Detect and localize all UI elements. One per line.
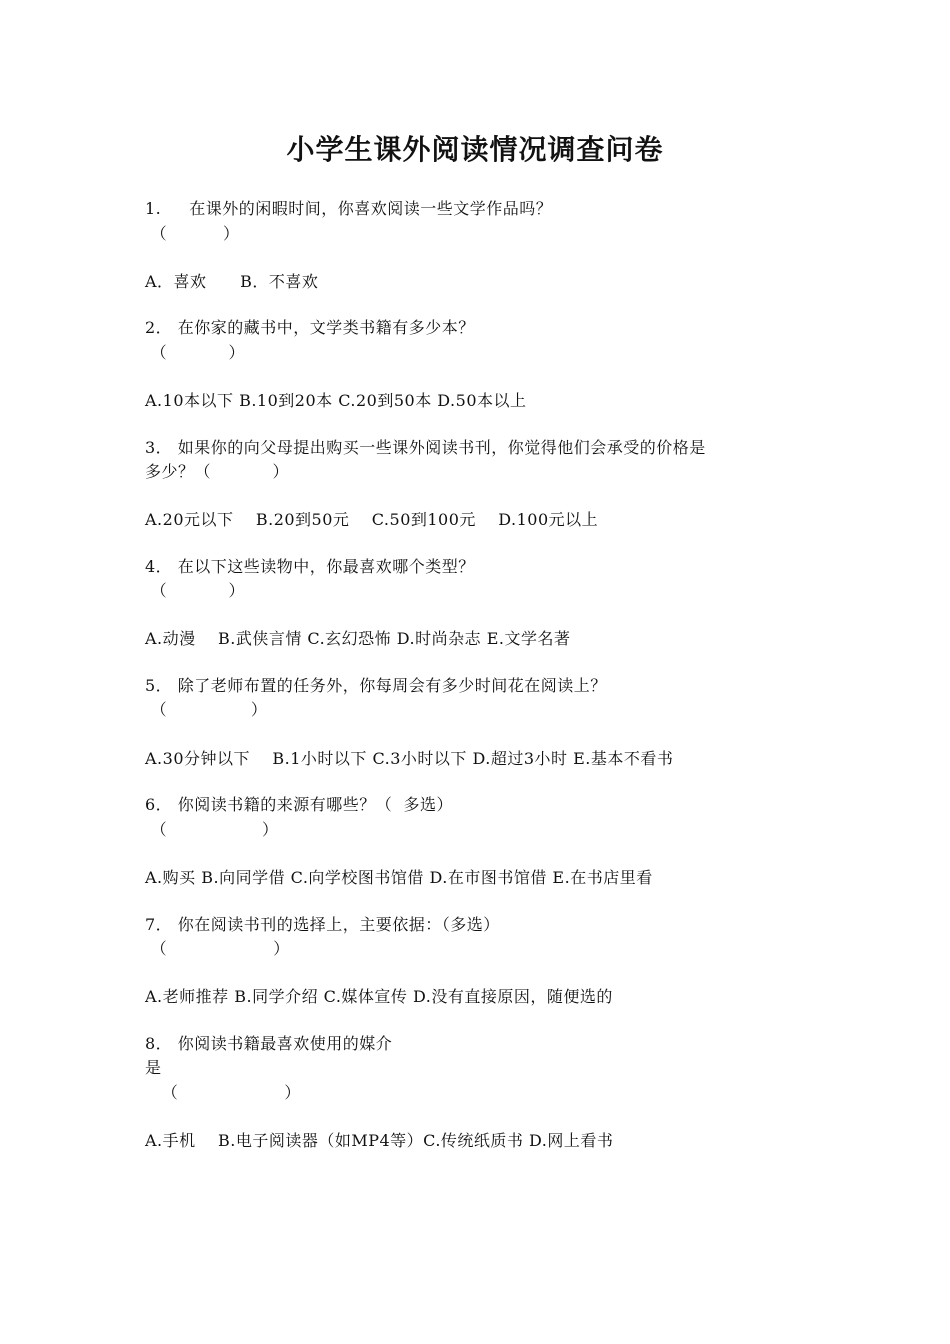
- question-6-options: A.购买 B.向同学借 C.向学校图书馆借 D.在市图书馆借 E.在书店里看: [145, 868, 653, 887]
- question-2-text: 2． 在你家的藏书中，文学类书籍有多少本？: [145, 318, 475, 337]
- question-2-options: A.10本以下 B.10到20本 C.20到50本 D.50本以上: [145, 391, 527, 410]
- question-7-options: A.老师推荐 B.同学介绍 C.媒体宣传 D.没有直接原因，随便选的: [145, 987, 613, 1006]
- question-5-answer-blank: （ ）: [145, 700, 268, 719]
- question-3-text-continued: 多少？（ ）: [145, 462, 289, 481]
- question-5-text: 5． 除了老师布置的任务外，你每周会有多少时间花在阅读上？: [145, 676, 607, 695]
- question-8-text: 8． 你阅读书籍最喜欢使用的媒介: [145, 1034, 393, 1053]
- question-7-answer-blank: （ ）: [145, 939, 290, 958]
- question-7-text: 7． 你在阅读书刊的选择上，主要依据：（多选）: [145, 915, 500, 934]
- question-3-options: A.20元以下 B.20到50元 C.50到100元 D.100元以上: [145, 510, 599, 529]
- question-2-answer-blank: （ ）: [145, 343, 246, 362]
- question-1-text: 1. 在课外的闲暇时间，你喜欢阅读一些文学作品吗？: [145, 199, 553, 218]
- question-6-answer-blank: （ ）: [145, 820, 279, 839]
- question-1-answer-blank: （ ）: [145, 224, 240, 243]
- question-6-text: 6． 你阅读书籍的来源有哪些？（ 多选）: [145, 795, 453, 814]
- question-8-text-continued: 是: [145, 1058, 162, 1077]
- page-title: 小学生课外阅读情况调查问卷: [286, 133, 664, 166]
- question-4-text: 4． 在以下这些读物中，你最喜欢哪个类型？: [145, 557, 475, 576]
- question-8-answer-blank: （ ）: [145, 1083, 301, 1102]
- question-3-text: 3． 如果你的向父母提出购买一些课外阅读书刊，你觉得他们会承受的价格是: [145, 438, 706, 457]
- question-1-options: A．喜欢 B．不喜欢: [145, 272, 319, 291]
- question-4-options: A.动漫 B.武侠言情 C.玄幻恐怖 D.时尚杂志 E.文学名著: [145, 629, 571, 648]
- question-5-options: A.30分钟以下 B.1小时以下 C.3小时以下 D.超过3小时 E.基本不看书: [145, 749, 674, 768]
- question-8-options: A.手机 B.电子阅读器（如MP4等）C.传统纸质书 D.网上看书: [145, 1131, 614, 1150]
- question-4-answer-blank: （ ）: [145, 581, 246, 600]
